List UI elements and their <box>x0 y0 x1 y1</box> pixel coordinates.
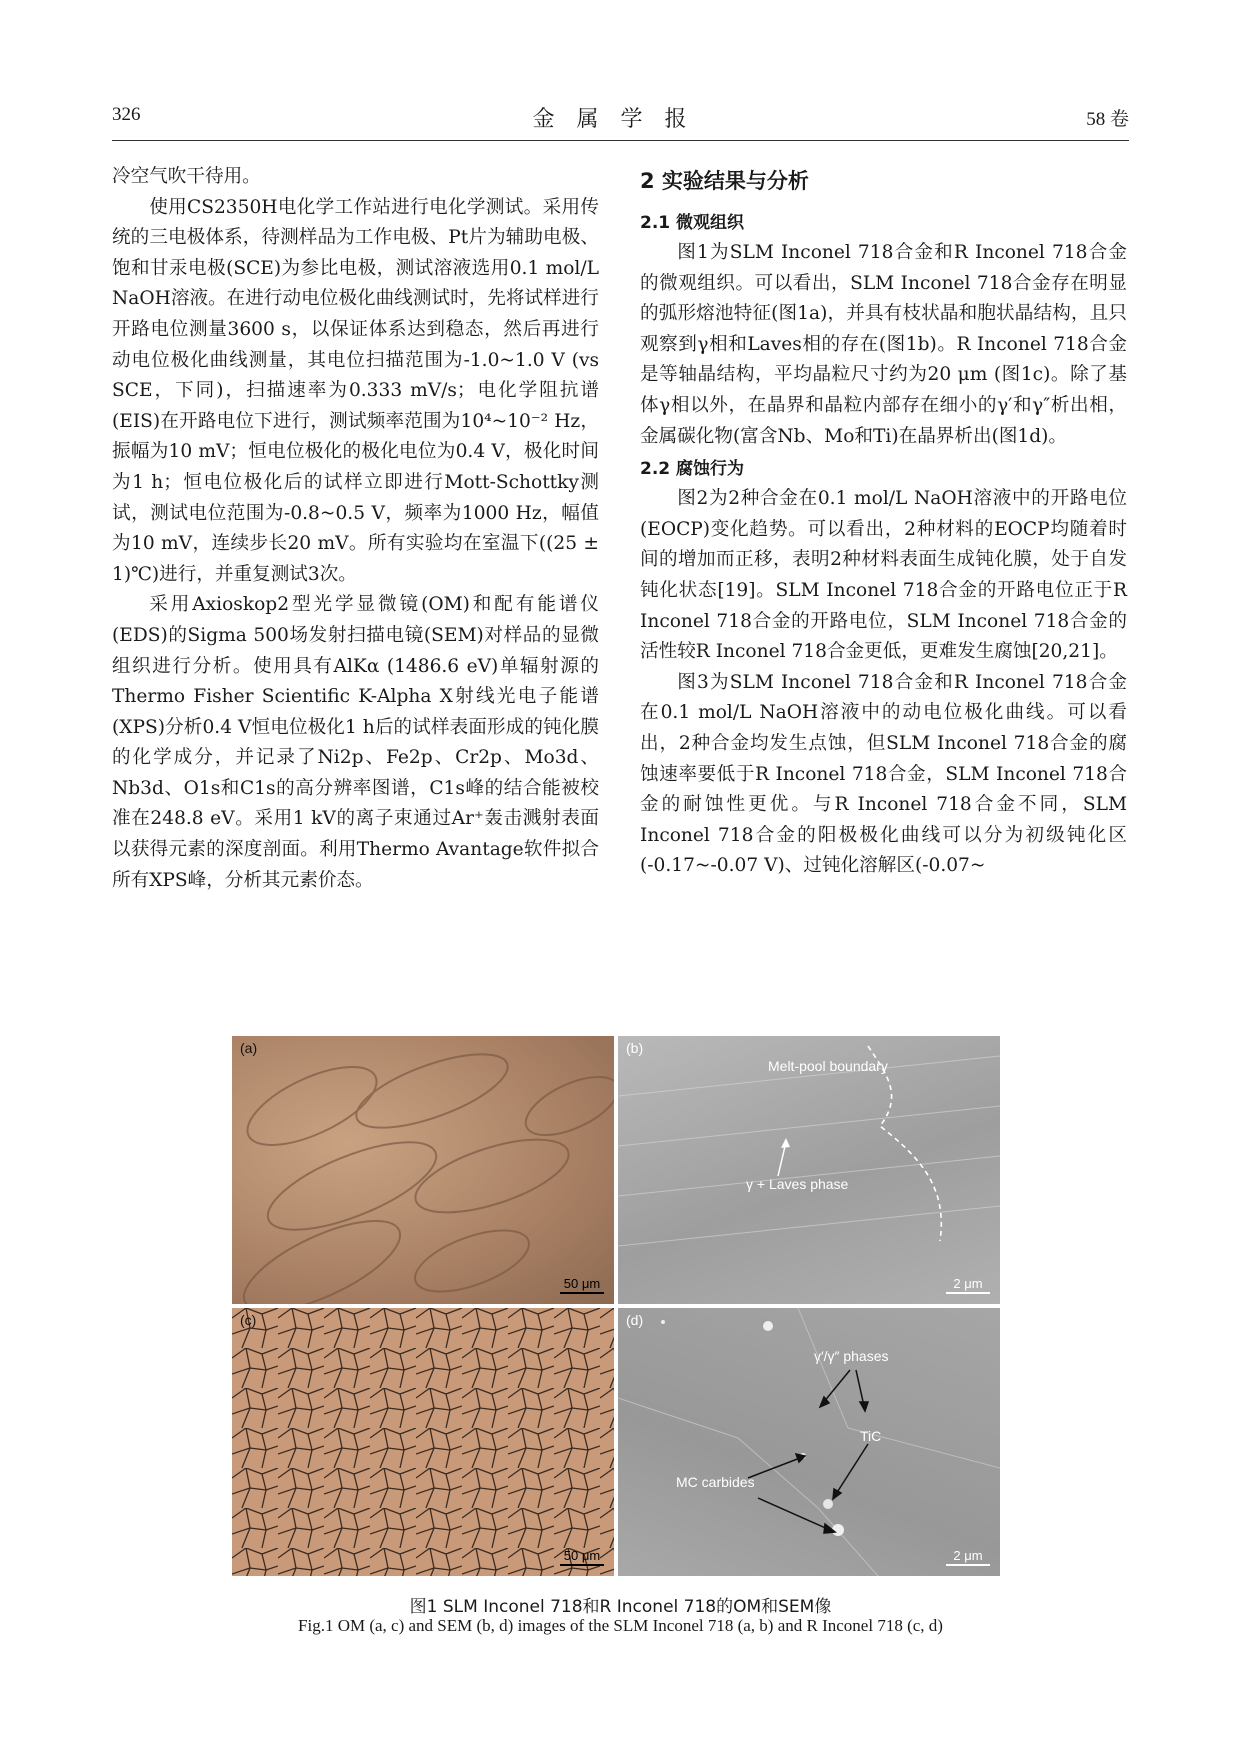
sem-annotations <box>618 1036 1000 1304</box>
panel-d-sem-image <box>618 1308 1000 1576</box>
journal-name: 金属学报 <box>532 107 709 132</box>
panel-b-sem-image <box>618 1036 1000 1304</box>
subsection-title: 2.2 腐蚀行为 <box>640 459 745 480</box>
annotation-gamma-laves: γ + Laves phase <box>746 1176 849 1192</box>
paragraph: 图1为SLM Inconel 718合金和R Inconel 718合金的微观组织。可以看出，SLM Inconel 718合金存在明显的弧形熔池特征(图1a)，并具有枝状晶和胞状晶结构，且只观察到γ相和Laves相的存在(图1b)。R Inconel 718合金是等轴晶结构，平均晶粒尺寸约为20 μm (图1c)。除了基体γ相以外，在晶界和晶粒内部存在细小的γ′和γ″析出相，金属碳化物(富含Nb、Mo和Ti)在晶界析出(图1d)。 <box>640 242 1127 447</box>
paragraph: 冷空气吹干待用。 <box>112 166 261 187</box>
figure-caption-zh: 图1 SLM Inconel 718和R Inconel 718的OM和SEM像 <box>409 1597 832 1617</box>
annotation-melt-pool-boundary: Melt-pool boundary <box>768 1058 888 1074</box>
left-column <box>112 162 599 896</box>
scale-bar: 2 μm <box>946 1276 990 1294</box>
panel-label: (d) <box>626 1312 644 1328</box>
panel-label: (b) <box>626 1040 644 1056</box>
volume-label: 58 卷 <box>1086 109 1129 130</box>
annotation-gamma-prime-phases: γ′/γ″ phases <box>814 1348 889 1364</box>
annotation-mc-carbides: MC carbides <box>676 1474 755 1490</box>
header-rule <box>112 140 1129 141</box>
figure-caption-en: Fig.1 OM (a, c) and SEM (b, d) images of the SLM Inconel 718 (a, b) and R Inconel 718 (c, d) <box>298 1616 943 1635</box>
subsection-title: 2.1 微观组织 <box>640 213 745 233</box>
annotation-tic: TiC <box>860 1428 882 1444</box>
grain-boundary-texture <box>232 1308 614 1576</box>
scale-bar: 50 μm <box>560 1548 604 1566</box>
paragraph: 使用CS2350H电化学工作站进行电化学测试。采用传统的三电极体系，待测样品为工作电极、Pt片为辅助电极、饱和甘汞电极(SCE)为参比电极，测试溶液选用0.1 mol/L NaOH溶液。在进行动电位极化曲线测试时，先将试样进行开路电位测量3600 s，以保证体系达到稳态，然后再进行动电位极化曲线测量，其电位扫描范围为-1.0~1.0 V (vs SCE，下同)，扫描速率为0.333 mV/s；电化学阻抗谱(EIS)在开路电位下进行，测试频率范围为10⁴~10⁻² Hz，振幅为10 mV；恒电位极化的极化电位为0.4 V，极化时间为1 h；恒电位极化后的试样立即进行Mott-Schottky测试，测试电位范围为-0.8~0.5 V，频率为1000 Hz，幅值为10 mV，连续步长20 mV。所有实验均在室温下((25 ± 1)℃)进行，并重复测试3次。 <box>112 196 599 585</box>
panel-c-om-image <box>232 1308 614 1576</box>
page-number: 326 <box>112 104 141 125</box>
right-column <box>640 162 1127 882</box>
scale-bar: 50 μm <box>560 1276 604 1294</box>
section-title: 2 实验结果与分析 <box>640 169 809 193</box>
paragraph: 图3为SLM Inconel 718合金和R Inconel 718合金在0.1 mol/L NaOH溶液中的动电位极化曲线。可以看出，2种合金均发生点蚀，但SLM Inconel 718合金的腐蚀速率要低于R Inconel 718合金，SLM Inconel 718合金的耐蚀性更优。与R Inconel 718合金不同，SLM Inconel 718合金的阳极极化曲线可以分为初级钝化区(-0.17~-0.07 V)、过钝化溶解区(-0.07~ <box>640 671 1127 877</box>
scale-bar: 2 μm <box>946 1548 990 1566</box>
panel-label: (a) <box>240 1040 258 1056</box>
sem-annotations <box>618 1308 1000 1576</box>
paragraph: 图2为2种合金在0.1 mol/L NaOH溶液中的开路电位(EOCP)变化趋势。可以看出，2种材料的EOCP均随着时间的增加而正移，表明2种材料表面生成钝化膜，处于自发钝化状态[19]。SLM Inconel 718合金的开路电位正于R Inconel 718合金的开路电位，SLM Inconel 718合金的活性较R Inconel 718合金更低，更难发生腐蚀[20,21]。 <box>640 488 1127 663</box>
melt-pool-texture <box>232 1036 614 1304</box>
panel-a-om-image <box>232 1036 614 1304</box>
figure-1 <box>232 1036 1010 1576</box>
running-header <box>112 104 1129 138</box>
paragraph: 采用Axioskop2型光学显微镜(OM)和配有能谱仪(EDS)的Sigma 500场发射扫描电镜(SEM)对样品的显微组织进行分析。使用具有AlKα (1486.6 eV)单辐射源的Thermo Fisher Scientific K-Alpha X射线光电子能谱(XPS)分析0.4 V恒电位极化1 h后的试样表面形成的钝化膜的化学成分，并记录了Ni2p、Fe2p、Cr2p、Mo3d、Nb3d、O1s和C1s的高分辨率图谱，C1s峰的结合能被校准在248.8 eV。采用1 kV的离子束通过Ar⁺轰击溅射表面以获得元素的深度剖面。利用Thermo Avantage软件拟合所有XPS峰，分析其元素价态。 <box>112 594 599 891</box>
panel-label: (c) <box>240 1312 257 1328</box>
